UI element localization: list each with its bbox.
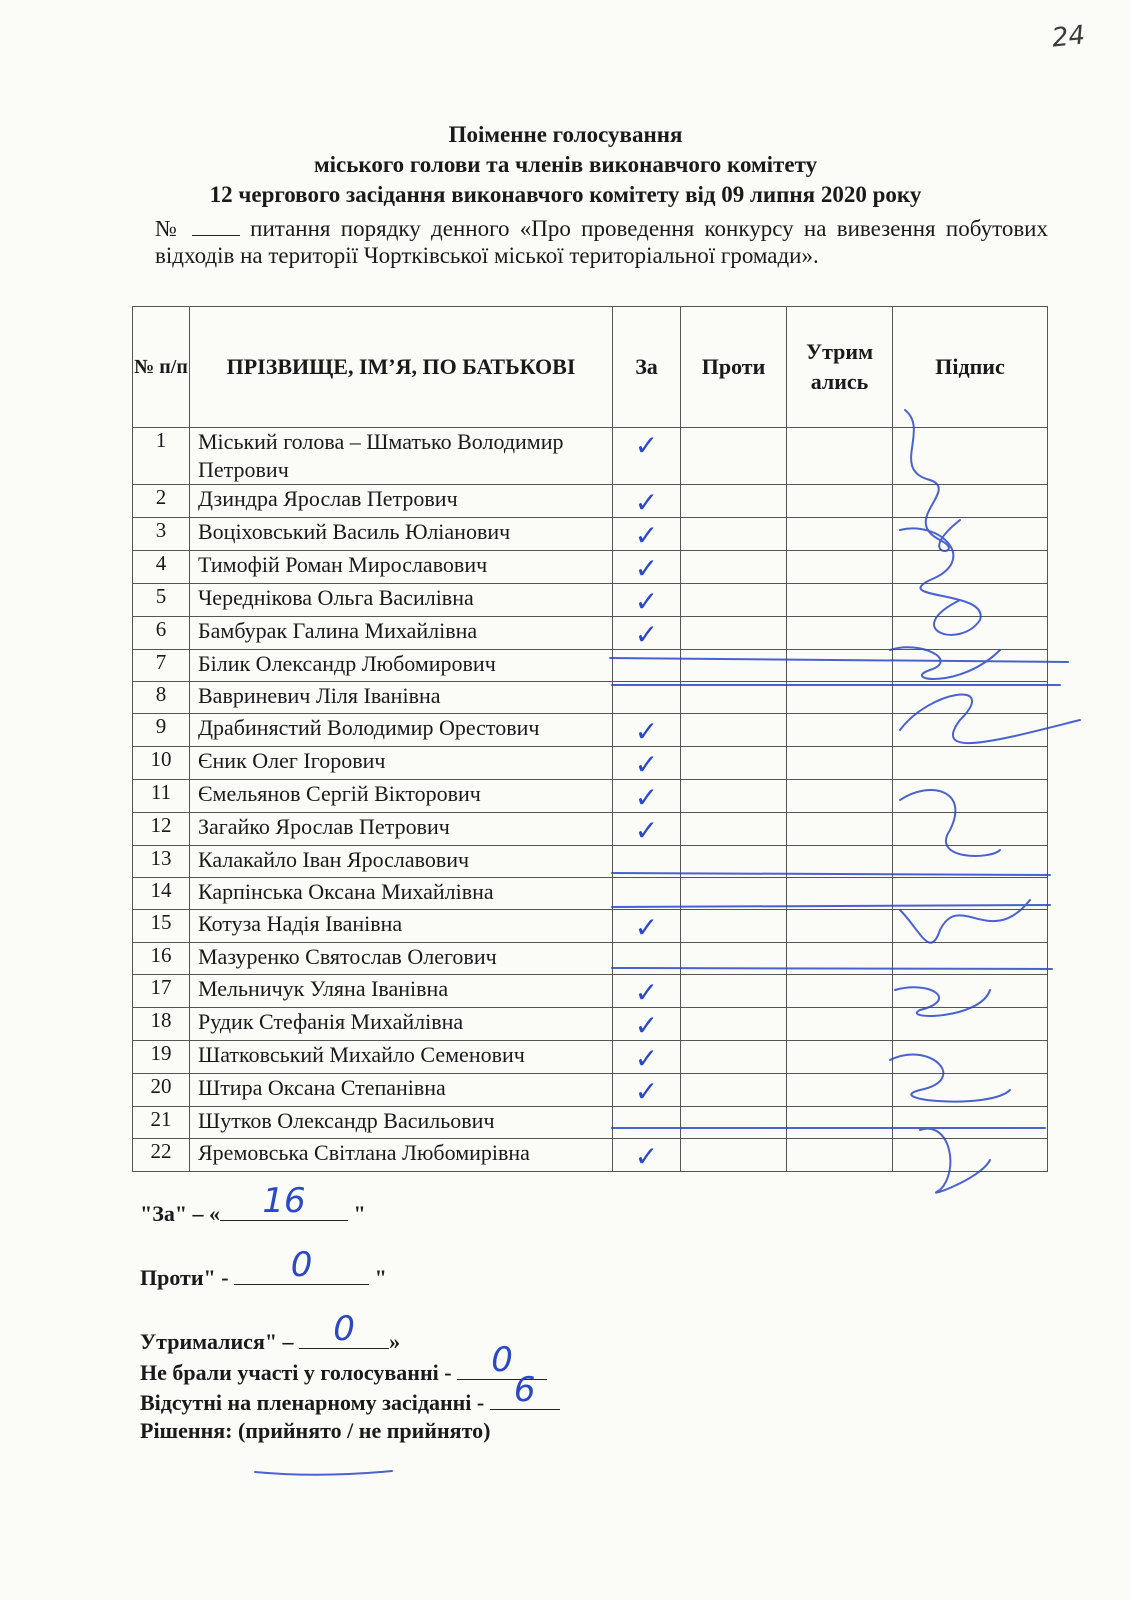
row-for	[613, 584, 681, 617]
check-mark-icon: ✓	[634, 748, 659, 781]
row-name: Ємельянов Сергій Вікторович	[190, 780, 613, 813]
summary-absent: Відсутні на пленарному засіданні - 6	[140, 1387, 560, 1416]
row-against	[681, 975, 787, 1008]
row-num: 20	[133, 1074, 190, 1107]
row-signature	[893, 910, 1048, 943]
table-row	[133, 584, 1048, 617]
check-mark-icon: ✓	[634, 585, 659, 618]
row-against	[681, 650, 787, 682]
row-num: 21	[133, 1107, 190, 1139]
row-signature	[893, 975, 1048, 1008]
row-for	[613, 714, 681, 747]
row-abstained	[787, 910, 893, 943]
row-against	[681, 617, 787, 650]
agenda-number-blank	[192, 217, 240, 236]
row-against	[681, 813, 787, 846]
row-abstained	[787, 846, 893, 878]
decision-not-adopted: не прийнято)	[358, 1418, 491, 1443]
header-num: № п/п	[133, 307, 190, 428]
table-row	[133, 910, 1048, 943]
row-num: 18	[133, 1008, 190, 1041]
row-num: 5	[133, 584, 190, 617]
row-abstained	[787, 975, 893, 1008]
summary-abstained-value: 0	[333, 1309, 355, 1349]
row-num: 22	[133, 1139, 190, 1172]
row-for	[613, 650, 681, 682]
row-name: Череднікова Ольга Василівна	[190, 584, 613, 617]
row-signature	[893, 1139, 1048, 1172]
row-against	[681, 714, 787, 747]
row-name: Штира Оксана Степанівна	[190, 1074, 613, 1107]
row-num: 1	[133, 428, 190, 485]
table-row	[133, 943, 1048, 975]
row-for	[613, 975, 681, 1008]
table-row	[133, 714, 1048, 747]
row-abstained	[787, 551, 893, 584]
summary-for-value: 16	[262, 1181, 306, 1221]
row-name: Драбинястий Володимир Орестович	[190, 714, 613, 747]
row-for	[613, 1074, 681, 1107]
row-num: 3	[133, 518, 190, 551]
row-num: 16	[133, 943, 190, 975]
table-row	[133, 485, 1048, 518]
row-abstained	[787, 428, 893, 485]
row-signature	[893, 846, 1048, 878]
row-num: 9	[133, 714, 190, 747]
check-mark-icon: ✓	[634, 976, 659, 1009]
check-mark-icon: ✓	[634, 1009, 659, 1042]
row-abstained	[787, 1139, 893, 1172]
row-against	[681, 943, 787, 975]
row-name: Дзиндра Ярослав Петрович	[190, 485, 613, 518]
check-mark-icon: ✓	[634, 552, 659, 585]
vote-table	[132, 306, 1048, 1172]
row-against	[681, 747, 787, 780]
row-signature	[893, 584, 1048, 617]
row-against	[681, 846, 787, 878]
row-abstained	[787, 617, 893, 650]
summary-abstained: Утрималися" – 0 »	[140, 1309, 401, 1354]
row-signature	[893, 1074, 1048, 1107]
table-row	[133, 1074, 1048, 1107]
row-abstained	[787, 584, 893, 617]
check-mark-icon: ✓	[634, 618, 659, 651]
row-signature	[893, 747, 1048, 780]
table-row	[133, 650, 1048, 682]
check-mark-icon: ✓	[634, 911, 659, 944]
row-abstained	[787, 1041, 893, 1074]
row-against	[681, 910, 787, 943]
row-for	[613, 1041, 681, 1074]
row-name: Воціховський Василь Юліанович	[190, 518, 613, 551]
row-name: Тимофій Роман Мирославович	[190, 551, 613, 584]
row-for	[613, 551, 681, 584]
table-row	[133, 780, 1048, 813]
table-row	[133, 617, 1048, 650]
table-row	[133, 428, 1048, 485]
row-num: 19	[133, 1041, 190, 1074]
table-row	[133, 878, 1048, 910]
row-abstained	[787, 813, 893, 846]
check-mark-icon: ✓	[634, 519, 659, 552]
row-for	[613, 1139, 681, 1172]
row-name: Міський голова – Шматько Володимир Петрович	[190, 428, 613, 485]
document-title: Поіменне голосування	[448, 122, 683, 147]
summary-against-value: 0	[290, 1245, 313, 1285]
check-mark-icon: ✓	[634, 429, 659, 462]
row-for	[613, 747, 681, 780]
check-mark-icon: ✓	[634, 1075, 659, 1108]
row-for	[613, 943, 681, 975]
row-for	[613, 878, 681, 910]
row-for	[613, 846, 681, 878]
summary-decision: Рішення: (прийнято / не прийнято)	[140, 1418, 491, 1443]
summary-against: Проти" - 0 "	[140, 1245, 387, 1290]
row-abstained	[787, 1074, 893, 1107]
summary-not-voted: Не брали участі у голосуванні - 0	[140, 1357, 547, 1386]
row-num: 8	[133, 682, 190, 714]
row-num: 12	[133, 813, 190, 846]
row-num: 6	[133, 617, 190, 650]
row-for	[613, 518, 681, 551]
row-name: Шатковський Михайло Семенович	[190, 1041, 613, 1074]
row-against	[681, 682, 787, 714]
row-name: Єник Олег Ігорович	[190, 747, 613, 780]
row-num: 7	[133, 650, 190, 682]
row-num: 11	[133, 780, 190, 813]
row-against	[681, 584, 787, 617]
row-signature	[893, 485, 1048, 518]
table-row	[133, 1139, 1048, 1172]
row-signature	[893, 714, 1048, 747]
page-number: 24	[1050, 20, 1087, 54]
row-name: Мазуренко Святослав Олегович	[190, 943, 613, 975]
row-signature	[893, 428, 1048, 485]
row-abstained	[787, 1008, 893, 1041]
row-for	[613, 617, 681, 650]
row-signature	[893, 682, 1048, 714]
row-against	[681, 1074, 787, 1107]
row-abstained	[787, 747, 893, 780]
row-abstained	[787, 714, 893, 747]
table-row	[133, 518, 1048, 551]
row-against	[681, 780, 787, 813]
row-name: Вавриневич Ліля Іванівна	[190, 682, 613, 714]
row-abstained	[787, 650, 893, 682]
row-signature	[893, 943, 1048, 975]
header-abstained: Утрим ались	[787, 307, 893, 428]
row-name: Яремовська Світлана Любомирівна	[190, 1139, 613, 1172]
row-against	[681, 551, 787, 584]
row-against	[681, 1008, 787, 1041]
check-mark-icon: ✓	[634, 715, 659, 748]
agenda-text: питання порядку денного «Про проведення конкурсу на вивезення побутових відходів на території Чортківської міської територіальної громади».	[155, 216, 1048, 268]
header-for: За	[613, 307, 681, 428]
summary-for: "За" – « 16 "	[140, 1181, 366, 1226]
table-row	[133, 1008, 1048, 1041]
table-row	[133, 551, 1048, 584]
row-signature	[893, 551, 1048, 584]
row-for	[613, 682, 681, 714]
row-signature	[893, 813, 1048, 846]
row-abstained	[787, 878, 893, 910]
agenda-item	[155, 215, 1048, 269]
row-abstained	[787, 1107, 893, 1139]
header-against: Проти	[681, 307, 787, 428]
row-against	[681, 1041, 787, 1074]
row-abstained	[787, 682, 893, 714]
table-row	[133, 846, 1048, 878]
row-abstained	[787, 518, 893, 551]
meeting-line: 12 чергового засідання виконавчого комітету від 09 липня 2020 року	[209, 182, 922, 207]
row-name: Мельничук Уляна Іванівна	[190, 975, 613, 1008]
row-num: 17	[133, 975, 190, 1008]
table-row	[133, 813, 1048, 846]
header-signature: Підпис	[893, 307, 1048, 428]
row-num: 4	[133, 551, 190, 584]
check-mark-icon: ✓	[634, 781, 659, 814]
table-row	[133, 975, 1048, 1008]
row-signature	[893, 1041, 1048, 1074]
row-name: Загайко Ярослав Петрович	[190, 813, 613, 846]
row-for	[613, 485, 681, 518]
row-signature	[893, 518, 1048, 551]
row-against	[681, 1139, 787, 1172]
row-name: Калакайло Іван Ярославович	[190, 846, 613, 878]
row-num: 14	[133, 878, 190, 910]
row-num: 10	[133, 747, 190, 780]
header-name: ПРІЗВИЩЕ, ІМ’Я, ПО БАТЬКОВІ	[190, 307, 613, 428]
row-against	[681, 518, 787, 551]
row-for	[613, 910, 681, 943]
row-name: Бамбурак Галина Михайлівна	[190, 617, 613, 650]
row-num: 15	[133, 910, 190, 943]
summary-absent-value: 6	[513, 1370, 536, 1410]
row-for	[613, 1008, 681, 1041]
row-num: 2	[133, 485, 190, 518]
row-name: Рудик Стефанія Михайлівна	[190, 1008, 613, 1041]
row-name: Карпінська Оксана Михайлівна	[190, 878, 613, 910]
table-row	[133, 747, 1048, 780]
summary-not-voted-value: 0	[491, 1340, 513, 1380]
row-signature	[893, 650, 1048, 682]
row-signature	[893, 1008, 1048, 1041]
row-name: Котуза Надія Іванівна	[190, 910, 613, 943]
row-against	[681, 1107, 787, 1139]
check-mark-icon: ✓	[634, 1042, 659, 1075]
row-for	[613, 813, 681, 846]
table-row	[133, 1041, 1048, 1074]
row-num: 13	[133, 846, 190, 878]
row-for	[613, 428, 681, 485]
row-against	[681, 878, 787, 910]
check-mark-icon: ✓	[634, 486, 659, 519]
row-against	[681, 485, 787, 518]
check-mark-icon: ✓	[634, 814, 659, 847]
document-subtitle: міського голови та членів виконавчого комітету	[313, 152, 818, 177]
row-signature	[893, 617, 1048, 650]
agenda-number-prefix: №	[155, 216, 182, 241]
row-abstained	[787, 943, 893, 975]
row-signature	[893, 878, 1048, 910]
row-signature	[893, 780, 1048, 813]
decision-underline	[255, 1471, 392, 1475]
table-row	[133, 682, 1048, 714]
check-mark-icon: ✓	[634, 1140, 659, 1173]
row-signature	[893, 1107, 1048, 1139]
row-for	[613, 1107, 681, 1139]
row-name: Білик Олександр Любомирович	[190, 650, 613, 682]
row-name: Шутков Олександр Васильович	[190, 1107, 613, 1139]
row-abstained	[787, 485, 893, 518]
table-row	[133, 1107, 1048, 1139]
row-for	[613, 780, 681, 813]
decision-adopted: (прийнято	[237, 1418, 342, 1443]
row-abstained	[787, 780, 893, 813]
row-against	[681, 428, 787, 485]
